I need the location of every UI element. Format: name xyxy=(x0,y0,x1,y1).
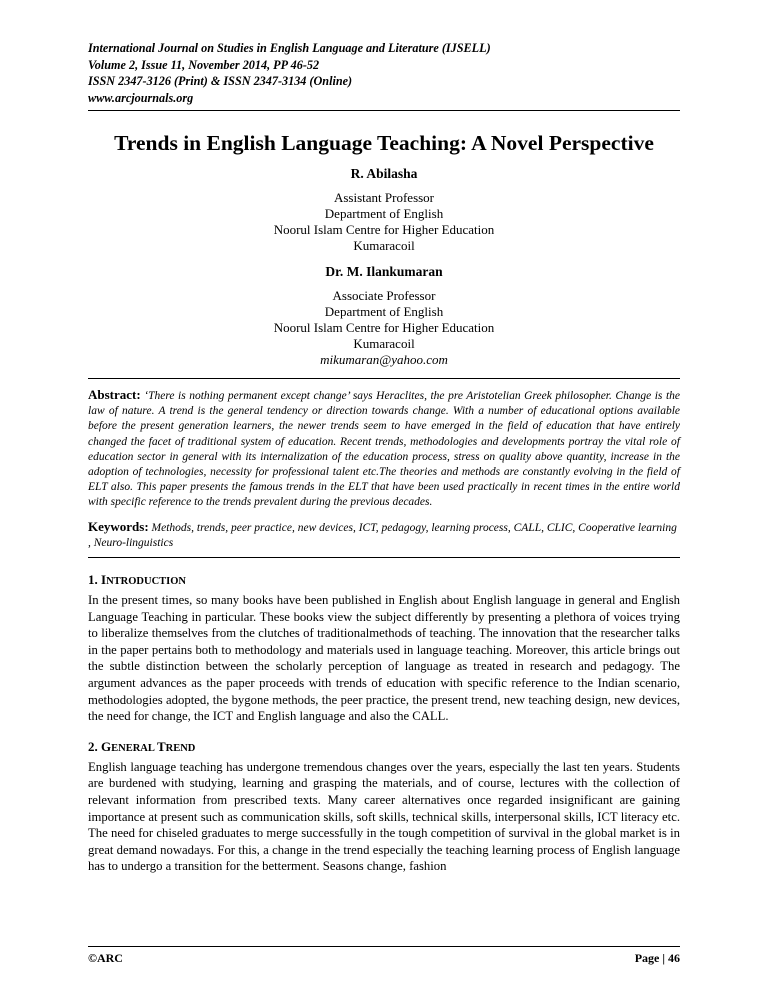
author-position: Assistant Professor xyxy=(333,190,435,205)
author-block-1 xyxy=(88,166,680,254)
author-block-2 xyxy=(88,264,680,368)
section-title-rest: ENERAL xyxy=(111,742,157,754)
journal-issn: ISSN 2347-3126 (Print) & ISSN 2347-3134 (Online) xyxy=(88,74,353,88)
keywords-label: Keywords: xyxy=(88,518,149,534)
journal-volume: Volume 2, Issue 11, November 2014, PP 46-52 xyxy=(88,57,320,72)
author-name: R. Abilasha xyxy=(350,166,418,181)
author-location: Kumaracoil xyxy=(353,238,415,253)
abstract-text: ‘There is nothing permanent except change’ says Heraclites, the pre Aristotelian Greek philosopher. Change is the law of nature. A trend is the general tendency or direction towards change. With a number of educational options available before the present generation learners, the newer trends seem to have emerged in the field of education that have entirely changed the facet of traditional system of education. Recent trends, methodologies and developments portray the vital role of education sector in general with its internalization of the education process, stress on quality above quantity, increase in the adoption of technologies, necessity for professional talent etc.The theories and methods are constantly evolving in the field of ELT also. This paper presents the famous trends in the ELT that have been used practically in recent times in the entire world with specific reference to the trends prevalent during the previous decades. xyxy=(88,390,680,509)
author-position: Associate Professor xyxy=(332,288,436,303)
section-heading-general-trend xyxy=(88,739,680,755)
section-number: 1. xyxy=(88,572,101,588)
author-department: Department of English xyxy=(324,304,444,319)
section-title-rest-2: REND xyxy=(165,742,196,754)
journal-name: International Journal on Studies in English Language and Literature (IJSELL) xyxy=(88,41,491,55)
keywords-divider xyxy=(88,557,680,558)
author-institution: Noorul Islam Centre for Higher Education xyxy=(273,222,495,237)
section-initial: G xyxy=(101,738,112,754)
section-initial-2: T xyxy=(156,738,166,754)
journal-website: www.arcjournals.org xyxy=(88,90,194,105)
section-title-rest: NTRODUCTION xyxy=(106,576,186,588)
keywords-text: Methods, trends, peer practice, new devices, ICT, pedagogy, learning process, CALL, CLIC, Cooperative learning , Neuro-linguistics xyxy=(88,521,677,549)
author-institution: Noorul Islam Centre for Higher Education xyxy=(273,320,495,335)
author-affiliation xyxy=(88,288,680,368)
author-location: Kumaracoil xyxy=(353,336,415,351)
footer-publisher: ©ARC xyxy=(88,951,123,965)
author-email-link[interactable]: mikumaran@yahoo.com xyxy=(320,352,448,367)
keywords xyxy=(88,519,680,551)
paper-title: Trends in English Language Teaching: A Novel Perspective xyxy=(114,131,654,155)
author-name: Dr. M. Ilankumaran xyxy=(325,264,443,279)
header-divider xyxy=(88,110,680,111)
author-department: Department of English xyxy=(324,206,444,221)
author-affiliation xyxy=(88,190,680,254)
footer-page-number: Page | 46 xyxy=(634,951,680,965)
section-initial: I xyxy=(101,572,107,588)
abstract-label: Abstract: xyxy=(88,387,141,402)
section-paragraph: English language teaching has undergone tremendous changes over the years, especially the last ten years. Students are burdened with studying, learning and grasping the materials, and of course, lectures with the collection of relevant information from prescribed texts. Many career alternatives once regarded insignificant are gaining importance at present such as communication skills, soft skills, technical skills, interpersonal skills, ICT literacy etc. The need for chiseled graduates to merge successfully in the tough competition of survival in the global market is in great demand nowadays. For this, a change in the trend especially the teaching learning process of English language has to undergo a transition for the betterment. Seasons change, fashion xyxy=(88,759,680,874)
section-number: 2. xyxy=(88,738,101,754)
journal-header xyxy=(88,40,680,106)
abstract-divider xyxy=(88,378,680,379)
section-heading-introduction xyxy=(88,572,680,588)
page-footer xyxy=(88,946,680,966)
abstract xyxy=(88,387,680,511)
section-paragraph: In the present times, so many books have been published in English about English language in general and English Language Teaching in particular. These books view the subject differently by presenting a plethora of voices trying to liberalize themselves from the clutches of traditionalmethods of teaching. The innovation that the researcher talks in the paper pertains both to methodology and materials used in language teaching. Moreover, this article brings out the subtle distinction between the scholarly perception of language as treated in research and pedagogy. The argument advances as the paper proceeds with trends of education with specific reference to the Indian scenario, methodologies adopted, the bygone methods, the peer practice, the present trend, new teaching design, new devices, the need for change, the ICT and English language and also the CALL. xyxy=(88,593,680,724)
